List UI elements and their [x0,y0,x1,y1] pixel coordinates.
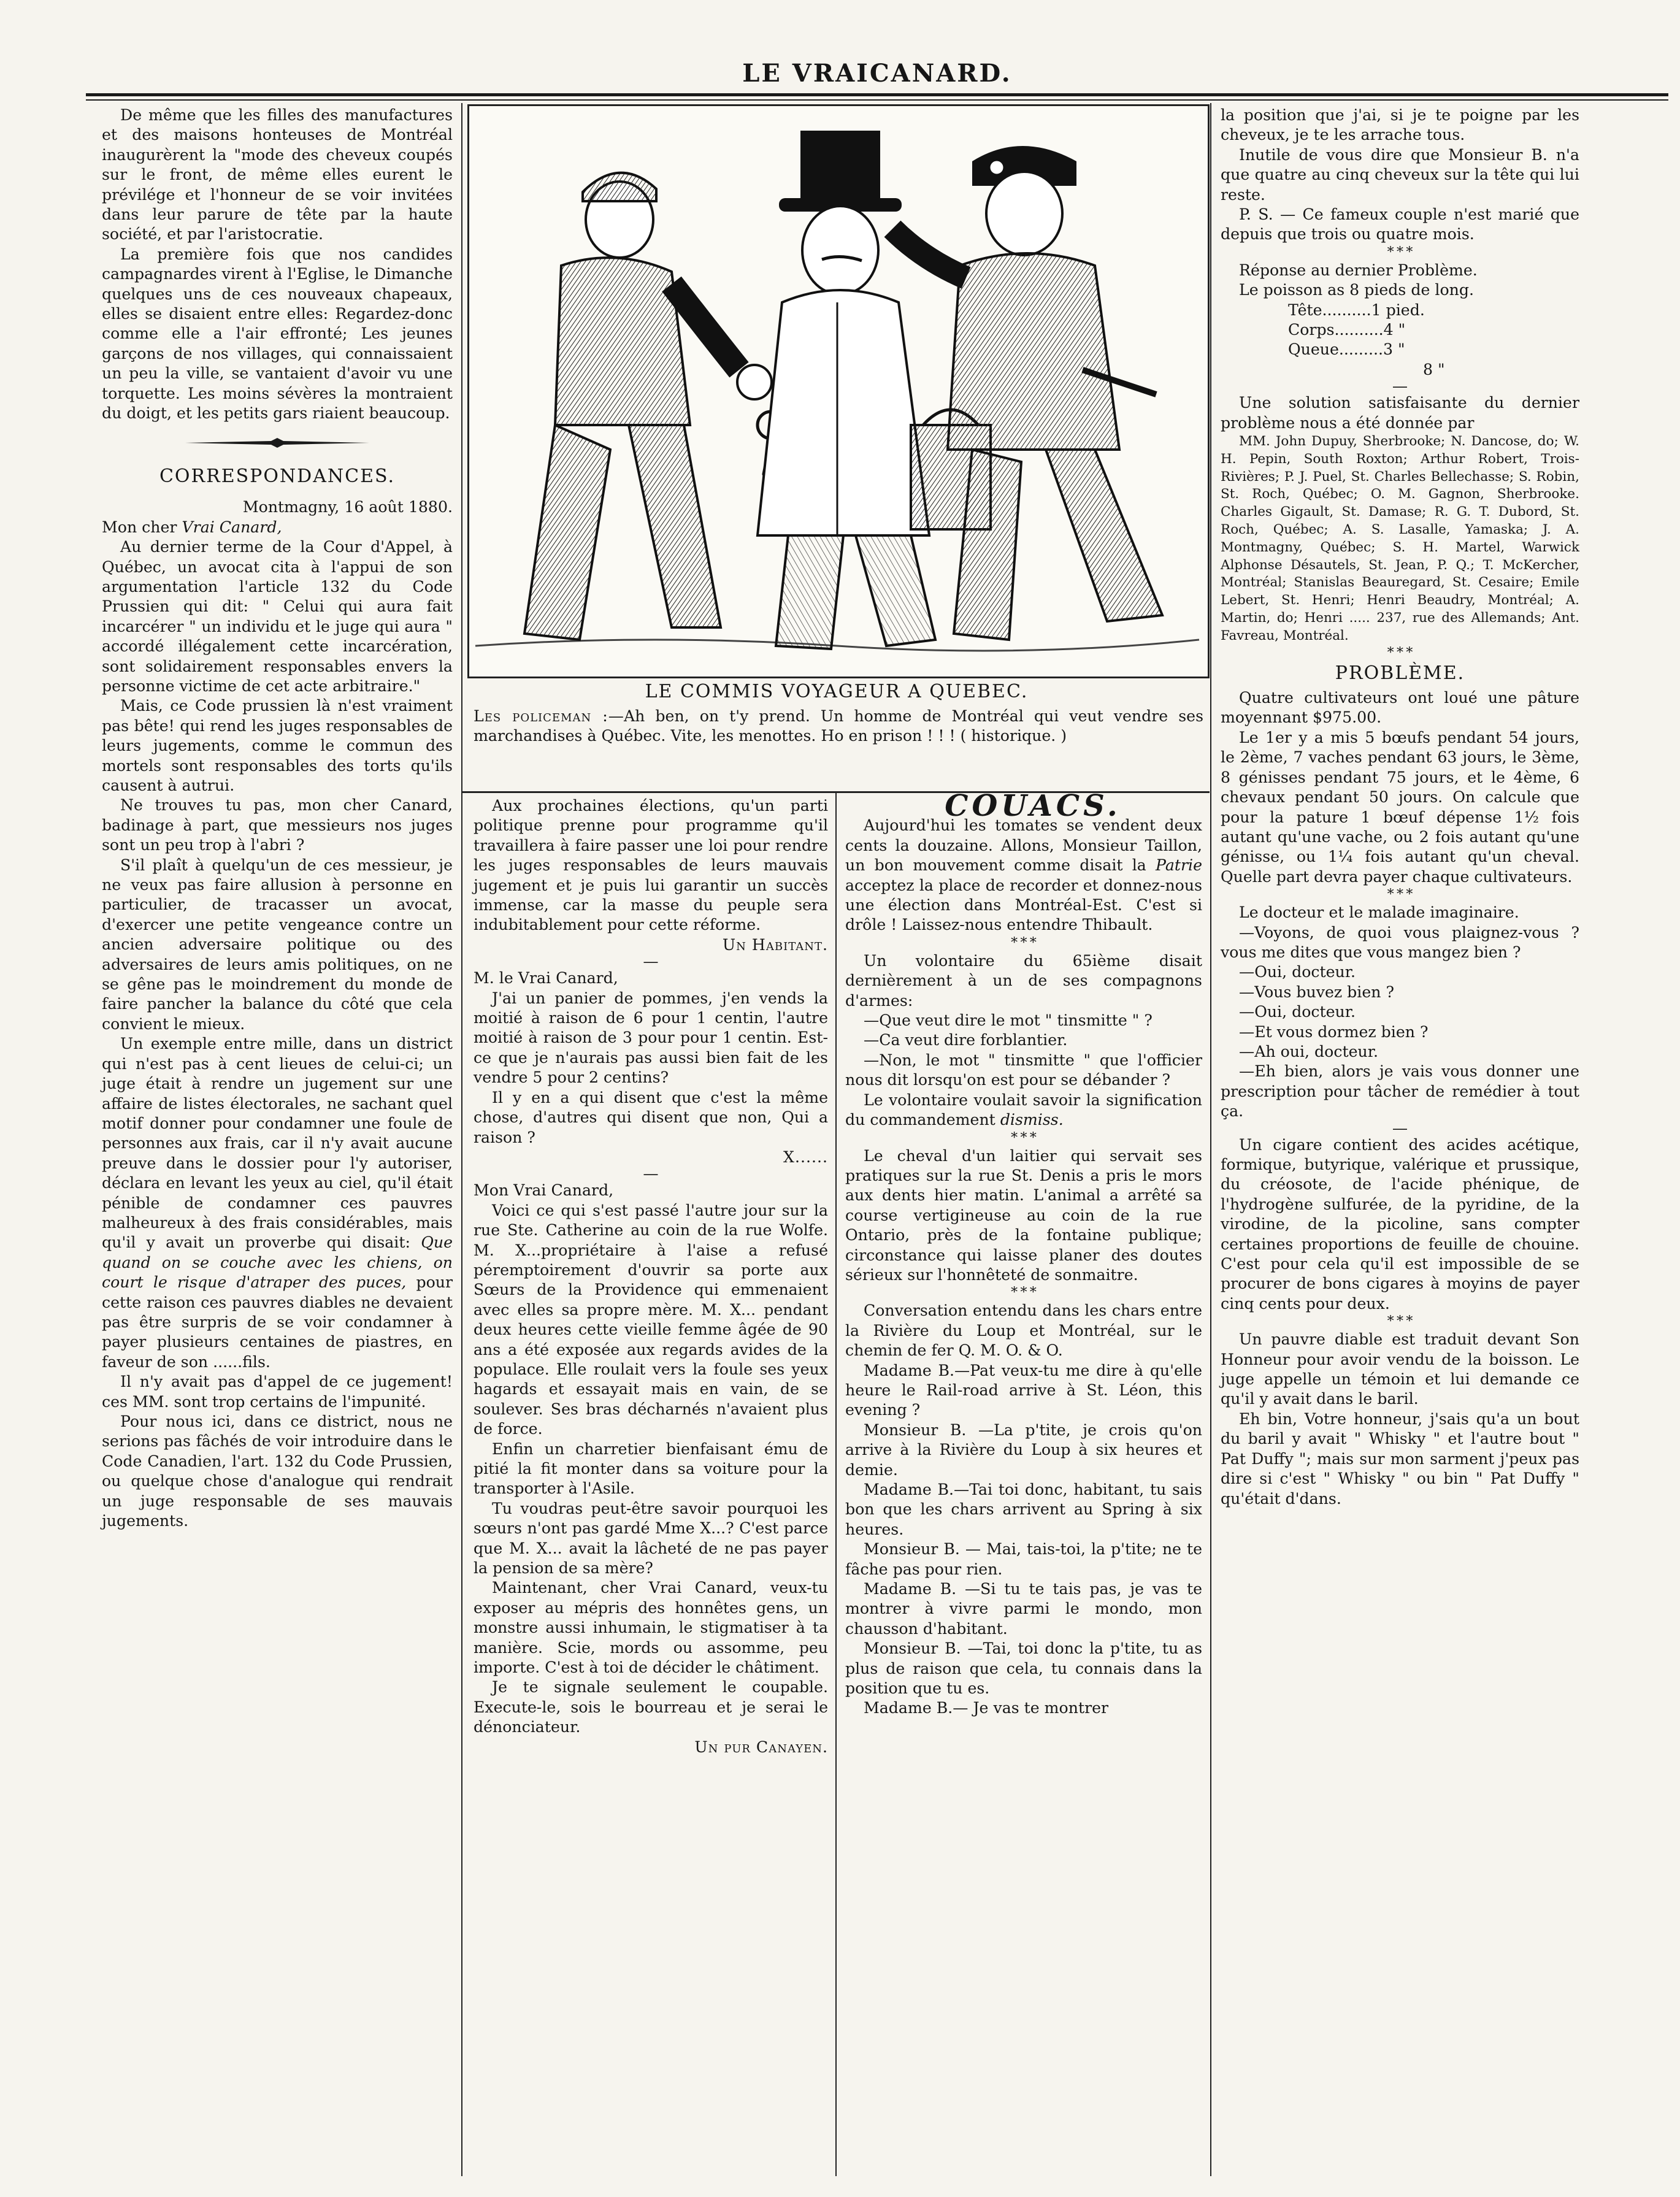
caption-speaker: Les policeman : [474,707,608,725]
asterism: * * * [1387,887,1413,903]
column-rule-2 [835,792,837,2176]
column-rule-3 [1210,103,1211,2176]
paragraph: —Oui, docteur. [1239,1003,1356,1021]
paragraph: —Oui, docteur. [1239,963,1356,981]
salutation: M. le Vrai Canard, [474,969,618,987]
paragraph: Monsieur B. — Mai, tais-toi, la p'tite; ne te fâche pas pour rien. [845,1540,1202,1578]
paragraph: Je te signale seulement le coupable. Execute-le, sois le bourreau et je serai le dénonciateur. [474,1678,828,1736]
section-heading: COUACS. [945,789,1121,823]
asterism: * * * [1387,645,1413,661]
paragraph: Inutile de vous dire que Monsieur B. n'a que quatre au cinq cheveux sur la tête qui lui reste. [1221,145,1579,204]
paragraph: Enfin un charretier bienfaisant ému de pitié la fit monter dans sa voiture pour la transporter à l'Asile. [474,1440,828,1498]
column-3 [845,789,1202,1719]
right-policeman-figure [892,146,1162,640]
salutation: Mon Vrai Canard, [474,1181,614,1200]
paragraph: J'ai un panier de pommes, j'en vends la moitié à raison de 6 pour 1 centin, l'autre moitié à raison de 3 pour pour 1 centin. Est-ce que je n'aurais pas aussi bien fait de les vendre 5 pour 2 centins? [474,989,828,1087]
ornament-divider [102,434,453,453]
paragraph: —Ca veut dire forblantier. [864,1031,1068,1049]
paragraph: Un cigare contient des acides acétique, formique, butyrique, valérique et prussique, du créosote, de l'acide phénique, de l'hydrogène sulfurée, de la pyridine, de la virodine, de la picoline, sans compter certaines proportions de feuille de chouine. C'est pour cela qu'il est impossible de se procurer de bons cigares à moyins de payer cinq cents pour deux. [1221,1135,1579,1313]
caption-dialogue: —Ah ben, on t'y prend. Un homme de Montréal qui veut vendre ses marchandises à Québec. Vite, les menottes. Ho en prison ! ! ! ( historique. ) [474,707,1203,745]
answer-total: 8 " [1423,360,1445,378]
column-2 [474,796,828,1757]
dateline: Montmagny, 16 août 1880. [242,498,453,516]
paragraph: Une solution satisfaisante du dernier problème nous a été donnée par [1221,394,1579,432]
signature: X...... [783,1148,828,1166]
engraving-illustration [467,104,1210,678]
paragraph: Le cheval d'un laitier qui servait ses pratiques sur la rue St. Denis a pris le mors aux dents hier matin. L'animal a arrêté sa course vertigineuse au coin de la rue Ontario, près de la fontaine publique; circonstance qui laisse planer des doutes sérieux sur l'honnêteté de sonmaitre. [845,1146,1202,1284]
asterism: * * * [1011,1285,1037,1301]
illustration-title: LE COMMIS VOYAGEUR A QUEBEC. [645,681,1029,702]
paragraph: Pour nous ici, dans ce district, nous ne serions pas fâchés de voir introduire dans le Code Canadien, l'art. 132 du Code Prussien, ou quelque chose d'analogue qui rendrait un juge responsable de ses mauvais jugements. [102,1413,453,1530]
illustration-caption [474,707,1203,746]
column-4 [1221,105,1579,1509]
paragraph: P. S. — Ce fameux couple n'est marié que depuis que trois ou quatre mois. [1221,205,1579,243]
paragraph: Ne trouves tu pas, mon cher Canard, badinage à part, que messieurs nos juges sont un peu trop à l'abri ? [102,796,453,854]
answer-row: Queue.........3 " [1288,340,1405,359]
paragraph: Il n'y avait pas d'appel de ce jugement! ces MM. sont trop certains de l'impunité. [102,1373,453,1411]
paragraph: Un volontaire du 65ième disait dernièrement à un de ses compagnons d'armes: [845,951,1202,1010]
masthead: LE VRAICANARD. [742,59,1012,88]
paragraph: —Que veut dire le mot " tinsmitte " ? [864,1011,1153,1030]
paragraph: Le 1er y a mis 5 bœufs pendant 54 jours, le 2ème, 7 vaches pendant 63 jours, le 3ème, 8 génisses pendant 75 jours, et le 4ème, 6 chevaux pendant 50 jours. On calcule que pour la pature 1 bœuf dépense 1½ fois autant qu'une vache, ou 2 fois autant qu'une génisse, ou 1¼ fois autant qu'un cheval. Quelle part devra payer chaque cultivateurs. [1221,728,1579,886]
asterism: * * * [1011,935,1037,951]
paragraph: La première fois que nos candides campagnardes virent à l'Eglise, le Dimanche quelques uns de ces nouveaux chapeaux, elles se disaient entre elles: Regardez-donc comme elle a l'air effronté; Les jeunes garçons de nos villages, qui connaissaient un peu la ville, se vantaient d'avoir vu une torquette. Les moins sévères la montraient du doigt, et les petits gars riaient beaucoup. [102,245,453,423]
masthead-rule-thin [86,99,1668,101]
paragraph: la position que j'ai, si je te poigne par les cheveux, je te les arrache tous. [1221,106,1579,144]
paragraph: Un exemple entre mille, dans un district qui n'est pas à cent lieues de celui-ci; un juge était à rendre un jugement sur une affaire de listes électorales, ne sachant quel motif donner pour condamner une foule de personnes aux frais, car il n'y avait aucune preuve dans le dossier pour l'y autoriser, déclara en levant les yeux au ciel, qu'il était pénible de condamner ces pauvres malheureux à des frais considérables, mais qu'il y avait un proverbe qui disait: Que quand on se couche avec les chiens, on court le risque d'atraper des puces, pour cette raison ces pauvres diables ne devaient pas être surpris de se voir condamner à payer plusieurs centaines de piastres, en faveur de son ......fils. [102,1035,453,1371]
answer-row: Corps..........4 " [1288,321,1406,339]
answer-row: Tête..........1 pied. [1288,301,1425,319]
paragraph: —Non, le mot " tinsmitte " que l'officier nous dit lorsqu'on est pour se débander ? [845,1051,1202,1089]
paragraph: Monsieur B. —Tai, toi donc la p'tite, tu as plus de raison que cela, tu connais dans la position que tu es. [845,1639,1202,1698]
divider: — [1392,1119,1408,1137]
signature: Un pur Canayen. [694,1738,828,1756]
divider: — [643,1165,659,1183]
section-heading: CORRESPONDANCES. [159,465,396,487]
paragraph: —Ah oui, docteur. [1239,1042,1378,1060]
paragraph: Réponse au dernier Problème. [1239,261,1478,279]
paragraph: Aujourd'hui les tomates se vendent deux cents la douzaine. Allons, Monsieur Taillon, un bon mouvement comme disait la Patrie acceptez la place de recorder et donnez-nous une élection dans Montréal-Est. C'est si drôle ! Laissez-nous entendre Thibault. [845,816,1202,934]
paragraph: Le poisson as 8 pieds de long. [1239,281,1474,299]
column-1 [102,105,453,1531]
divider: — [643,953,659,971]
solvers-list: MM. John Dupuy, Sherbrooke; N. Dancose, do; W. H. Pepin, South Roxton; Arthur Robert, Trois-Rivières; P. J. Puel, St. Charles Bellechasse; S. Robin, St. Roch, Québec; O. M. Gagnon, Sherbrooke. Charles Gigault, St. Damase; R. G. T. Dubord, St. Roch, Québec; A. S. Lasalle, Yamaska; J. A. Montmagny, Québec; S. H. Martel, Warwick Alphonse Désautels, St. Jean, P. Q.; T. McKercher, Montréal; Stanislas Beauregard, St. Cesaire; Emile Lebert, St. Henri; Henri Beaudry, Montréal; A. Martin, do; Henri ..... 237, rue des Allemands; Ant. Favreau, Montréal. [1221,434,1579,643]
masthead-rule [86,93,1668,96]
paragraph: —Vous buvez bien ? [1239,983,1394,1001]
paragraph: —Eh bien, alors je vais vous donner une prescription pour tâcher de remédier à tout ça. [1221,1062,1579,1121]
paragraph: De même que les filles des manufactures et des maisons honteuses de Montréal inaugurèrent la "mode des cheveux coupés sur le front, de même elles eurent le prévilége et l'honneur de se voir invitées dans leur parure de tête par la haute société, et par l'aristocratie. [102,106,453,243]
paragraph: Madame B. —Si tu te tais pas, je vas te montrer à vivre parmi le mondo, mon chausson d'habitant. [845,1580,1202,1638]
asterism: * * * [1011,1130,1037,1146]
divider: — [1392,377,1408,396]
paragraph: Mais, ce Code prussien là n'est vraiment pas bête! qui rend les juges responsables de leurs jugements, comme le commun des mortels sont responsables des torts qu'ils causent à autrui. [102,697,453,794]
section-heading: PROBLÈME. [1335,662,1465,684]
paragraph: Monsieur B. —La p'tite, je crois qu'on arrive à la Rivière du Loup à six heures et demie. [845,1421,1202,1479]
paragraph: Tu voudras peut-être savoir pourquoi les sœurs n'ont pas gardé Mme X...? C'est parce que M. X... avait la lâcheté de ne pas payer la pension de sa mère? [474,1499,828,1578]
column-rule-1 [461,103,462,2176]
paragraph: Maintenant, cher Vrai Canard, veux-tu exposer au mépris des honnêtes gens, un monstre aussi inhumain, le stigmatiser à ta manière. Scie, mords ou assomme, peu importe. C'est à toi de décider le châtiment. [474,1579,828,1677]
paragraph: Eh bin, Votre honneur, j'sais qu'a un bout du baril y avait " Whisky " et l'autre bout " Pat Duffy "; mais sur mon sarment j'peux pas dire si c'est " Whisky " ou bin " Pat Duffy " qu'était d'dans. [1221,1409,1579,1508]
paragraph: Madame B.— Je vas te montrer [864,1699,1109,1717]
paragraph: Un pauvre diable est traduit devant Son Honneur pour avoir vendu de la boisson. Le juge appelle un témoin et lui demande ce qu'il y avait dans le baril. [1221,1330,1579,1408]
paragraph: Quatre cultivateurs ont loué une pâture moyennant $975.00. [1221,689,1579,727]
paragraph: Il y en a qui disent que c'est la même chose, d'autres qui disent que non, Qui a raison ? [474,1088,828,1146]
paragraph: —Voyons, de quoi vous plaignez-vous ? vous me dites que vous mangez bien ? [1221,923,1579,961]
paragraph: Madame B.—Tai toi donc, habitant, tu sais bon que les chars arrivent au Spring à six heures. [845,1481,1202,1538]
asterism: * * * [1387,244,1413,260]
paragraph: Aux prochaines élections, qu'un parti politique prenne pour programme qu'il travaillera à faire passer une loi pour rendre les juges responsables de leurs mauvais jugement et je puis lui garantir un succès immense, car la masse du peuple sera indubitablement pour cette réforme. [474,797,828,934]
signature: Un Habitant. [722,935,828,954]
paragraph: Conversation entendu dans les chars entre la Rivière du Loup et Montréal, sur le chemin de fer Q. M. O. & O. [845,1302,1202,1360]
paragraph: Le docteur et le malade imaginaire. [1239,903,1519,922]
paragraph: Au dernier terme de la Cour d'Appel, à Québec, un avocat cita à l'appui de son argumentation l'article 132 du Code Prussien qui dit: " Celui qui aura fait incarcérer " un individu et le juge qui aura " accordé illégalement cette incarcération, sont solidairement responsables envers la personne victime de cet acte arbitraire." [102,538,453,695]
paragraph: Le volontaire voulait savoir la signification du commandement dismiss. [845,1091,1202,1129]
left-policeman-figure [524,173,772,640]
paragraph: S'il plaît à quelqu'un de ces messieur, je ne veux pas faire allusion à personne en particulier, de tracasser un avocat, d'exercer une petite vengeance contre un ancien adversaire politique ou des adversaires de leurs amis politiques, on ne se gêne pas le moindrement du monde de faire pancher la balance du côté que cela convient le mieux. [102,856,453,1033]
paragraph: Madame B.—Pat veux-tu me dire à qu'elle heure le Rail-road arrive à St. Léon, this evening ? [845,1361,1202,1419]
paragraph: Voici ce qui s'est passé l'autre jour sur la rue Ste. Catherine au coin de la rue Wolfe. M. X...propriétaire à l'aise a refusé péremptoirement d'ouvrir sa porte aux Sœurs de la Providence qui emmenaient avec elles sa propre mère. M. X... pendant deux heures cette vieille femme âgée de 90 ans a été exposée aux regards avides de la populace. Elle roulait vers la foule ses yeux hagards et essayait mais en vain, de se soulever. Ses bras décharnés n'avaient plus de force. [474,1201,828,1438]
asterism: * * * [1387,1314,1413,1330]
paragraph: —Et vous dormez bien ? [1239,1022,1429,1041]
salutation: Mon cher Vrai Canard, [102,518,282,536]
